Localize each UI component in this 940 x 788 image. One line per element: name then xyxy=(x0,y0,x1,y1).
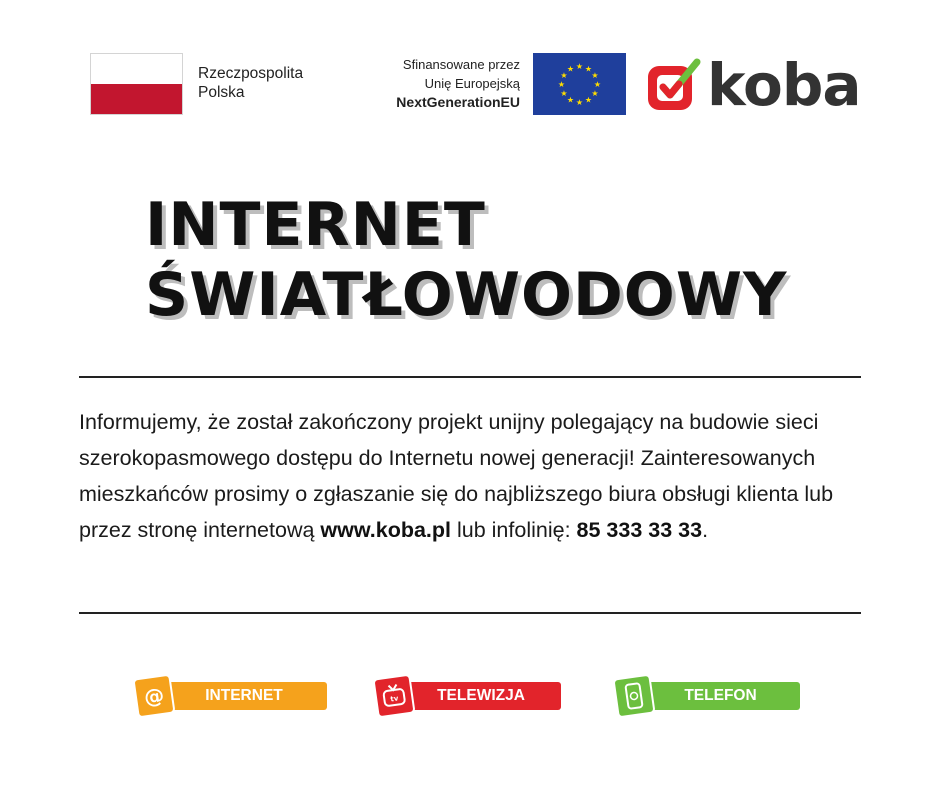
svg-text:★: ★ xyxy=(560,71,568,80)
headline xyxy=(145,190,787,330)
hotline-number[interactable]: 85 333 33 33 xyxy=(576,518,703,542)
svg-text:★: ★ xyxy=(584,95,593,105)
svg-text:★: ★ xyxy=(560,89,568,98)
info-text-end: . xyxy=(702,518,709,542)
service-tv xyxy=(375,676,561,716)
eu-line2: Unię Europejską xyxy=(424,76,520,91)
svg-text:★: ★ xyxy=(591,89,599,98)
eu-line1: Sfinansowane przez xyxy=(402,57,520,72)
eu-flag xyxy=(533,53,626,115)
website-link[interactable]: www.koba.pl xyxy=(320,518,452,542)
tv-icon xyxy=(372,674,415,719)
svg-text:tv: tv xyxy=(389,694,399,704)
top-divider xyxy=(79,376,861,378)
gov-name xyxy=(198,64,303,102)
gov-name-line2: Polska xyxy=(198,84,245,101)
bottom-divider xyxy=(79,612,861,614)
service-internet-pill xyxy=(161,682,327,710)
service-tv-label: TELEWIZJA xyxy=(437,687,525,704)
eu-line3: NextGenerationEU xyxy=(396,94,520,110)
eu-funding-text xyxy=(340,55,520,112)
svg-text:★: ★ xyxy=(593,80,602,89)
service-tv-pill xyxy=(401,682,561,710)
service-phone-label: TELEFON xyxy=(684,687,757,704)
service-phone-pill xyxy=(641,682,800,710)
svg-text:★: ★ xyxy=(575,98,584,107)
poland-flag xyxy=(90,53,183,115)
phone-icon xyxy=(612,674,655,719)
info-paragraph xyxy=(79,404,879,548)
svg-text:@: @ xyxy=(142,682,166,710)
koba-wordmark: koba xyxy=(707,51,861,119)
at-icon xyxy=(132,674,175,719)
svg-text:★: ★ xyxy=(584,64,593,74)
headline-line1: INTERNET xyxy=(145,190,486,260)
svg-text:★: ★ xyxy=(591,71,599,80)
headline-line2: ŚWIATŁOWODOWY xyxy=(145,260,788,330)
info-text-between: lub infolinię: xyxy=(451,518,577,542)
svg-text:★: ★ xyxy=(557,80,566,89)
svg-text:★: ★ xyxy=(566,64,575,74)
service-phone xyxy=(615,676,800,716)
info-text: Informujemy, że został zakończony projekt unijny polegający na budowie sieci szerokopasmowego dostępu do Internetu nowej generacji! Zainteresowanych mieszkańców prosimy o zgłaszanie się do najbliższego biura obsługi klienta lub przez stronę internetową xyxy=(79,410,834,542)
svg-text:★: ★ xyxy=(575,62,584,71)
svg-text:★: ★ xyxy=(566,95,575,105)
service-internet-label: INTERNET xyxy=(205,687,283,704)
gov-name-line1: Rzeczpospolita xyxy=(198,65,304,82)
service-internet xyxy=(135,676,327,716)
